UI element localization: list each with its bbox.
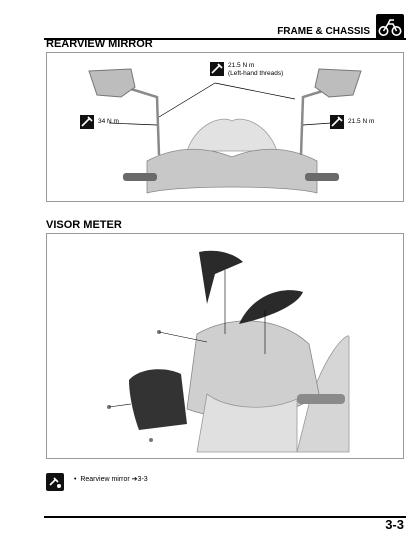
- note-bullet: •: [74, 476, 77, 483]
- section-header-title: FRAME & CHASSIS: [277, 26, 370, 37]
- torque-wrench-icon: [210, 62, 224, 76]
- reference-note-icon: [46, 473, 64, 491]
- rearview-mirror-heading: REARVIEW MIRROR: [46, 38, 153, 50]
- rearview-mirror-reference-link[interactable]: Rearview mirror ➔3-3: [80, 476, 148, 483]
- visor-meter-heading: VISOR METER: [46, 219, 122, 231]
- torque-center-label: [228, 62, 283, 78]
- footer-rule: [44, 516, 406, 518]
- rearview-mirror-illustration: [47, 53, 403, 201]
- torque-center-value: 21.5 N m: [228, 62, 255, 69]
- visor-meter-figure: [46, 233, 404, 459]
- rearview-mirror-figure: [46, 52, 404, 202]
- torque-wrench-icon: [80, 115, 94, 129]
- visor-meter-illustration: [47, 234, 403, 458]
- torque-wrench-icon: [330, 115, 344, 129]
- page-number: 3-3: [385, 517, 404, 532]
- torque-center-note: (Left-hand threads): [228, 70, 284, 77]
- motorcycle-icon: [376, 14, 404, 40]
- torque-right-label: 21.5 N m: [348, 118, 375, 125]
- note-reference-text: [74, 475, 148, 483]
- torque-left-label: 34 N m: [98, 118, 119, 125]
